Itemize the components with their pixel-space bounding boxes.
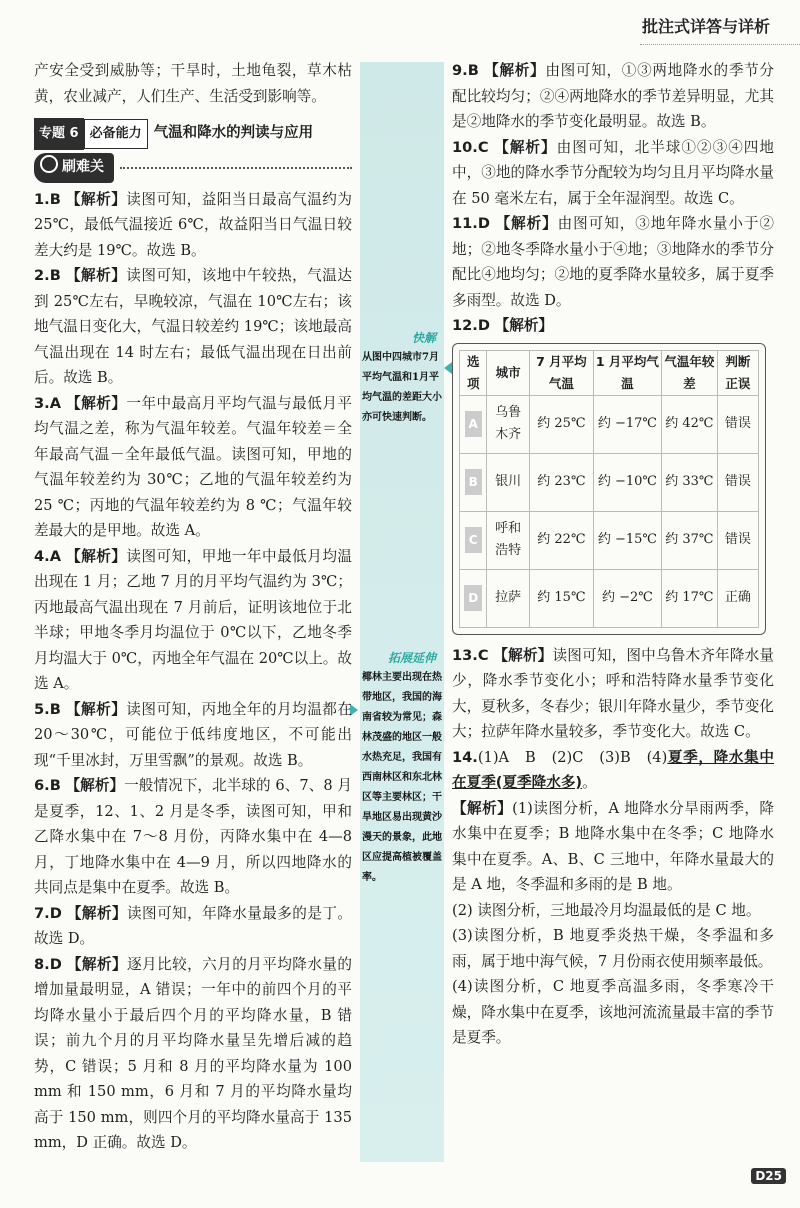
- brush-icon: [40, 155, 58, 173]
- answer-item: [34, 697, 352, 774]
- table-row: [460, 453, 759, 511]
- item-number: 3.: [34, 394, 50, 412]
- item-answer: (1)A B (2)C (3)B (4): [477, 748, 668, 766]
- item-number: 5.: [34, 700, 50, 718]
- option-badge: A: [465, 411, 482, 437]
- item-number: 1.: [34, 190, 50, 208]
- intro-text: 产安全受到威胁等；干旱时，土地龟裂，草木枯黄，农业减产，人们生产、生活受到影响等。: [34, 62, 352, 105]
- quick-solution-note: [362, 328, 442, 428]
- answer-item: [452, 745, 774, 796]
- item-answer: B: [467, 62, 479, 79]
- analysis-paragraph: (2) 读图分析，三地最冷月均温最低的是 C 地。: [452, 901, 761, 919]
- topic-heading: [34, 121, 352, 147]
- answer-end: 。: [582, 774, 597, 791]
- analysis-paragraph: (3)读图分析，B 地夏季炎热干燥，冬季温和多雨，属于地中海气候，7 月份雨衣使用频率最低。: [452, 927, 774, 970]
- table-cell: 错误: [717, 395, 758, 453]
- table-cell: 约 25℃: [529, 395, 593, 453]
- column-header: 选项: [460, 350, 487, 395]
- topic-sub-badge: 必备能力: [84, 119, 148, 149]
- header-rule: [640, 44, 800, 45]
- analysis-tag: 【解析】: [66, 394, 127, 412]
- item-answer: A: [49, 547, 61, 565]
- extension-note: [362, 648, 442, 888]
- table-cell: [460, 511, 487, 569]
- item-text: 一般情况下，北半球的 6、7、8 月是夏季，12、1、2 月是冬季，读图可知，甲和乙降水集中在 7～8 月份，丙降水集中在 4—8 月，丁地降水集中在 4—9 月，所以四地降水的共同点是集中在夏季。故选 B。: [34, 777, 352, 896]
- item-text: 逐月比较，六月的月平均降水量的增加量最明显，A 错误；一年中的前四个月的平均降水量小于最后四个月的平均降水量，B 错误；前九个月的月平均降水量呈先增后减的趋势，C 错误；5 月和 8 月的平均降水量为 100 mm 和 150 mm，6 月和 7 月的平均降水量均高于 150 mm，则四个月的平均降水量高于 135 mm，D 正确。故选 D。: [34, 955, 352, 1151]
- analysis-tag: 【解析】: [65, 190, 127, 208]
- answer-item: [34, 391, 352, 544]
- item-answer: D: [477, 215, 490, 232]
- quick-solution-title: 快解: [411, 331, 436, 345]
- side-note-column: [360, 62, 444, 1162]
- answer-item: [452, 643, 774, 745]
- table-cell: 约 −10℃: [593, 453, 661, 511]
- topic-badge: 专题 6: [34, 118, 84, 150]
- analysis-tag: 【解析】: [65, 267, 127, 284]
- item-answer: D: [477, 317, 490, 334]
- item-number: 4.: [34, 547, 50, 565]
- left-column: [34, 58, 352, 1156]
- item-text: 一年中最高月平均气温与最低月平均气温之差，称为气温年较差。气温年较差＝全年最高气温－全年最低气温。读图可知，甲地的气温年较差约为 30℃；乙地的气温年较差约为 25 ℃；丙地的气温年较差约为 8 ℃；气温年较差最大的是甲地。故选 A。: [34, 394, 352, 539]
- table-row: [460, 569, 759, 627]
- item-answer: B: [49, 267, 61, 284]
- item-number: 2.: [34, 267, 50, 284]
- answer-item: [34, 952, 352, 1156]
- item-text: (1)读图分析，A 地降水分旱雨两季，降水集中在夏季；B 地降水集中在冬季；C 地降水集中在夏季。A、B、C 三地中，年降水量最大的是 A 地，冬季温和多雨的是 B 地。: [452, 799, 774, 893]
- analysis-tag: 【解析】: [452, 799, 513, 817]
- item-number: 7.: [34, 904, 50, 922]
- underlined-answer: 中在夏季(夏季降水多): [452, 748, 774, 791]
- answer-item: [452, 135, 774, 212]
- table-cell: 约 −17℃: [593, 395, 661, 453]
- analysis-tag: 【解析】: [66, 955, 128, 973]
- table-cell: 约 42℃: [661, 395, 717, 453]
- item-text: 由图可知，③地年降水量小于②地；②地冬季降水量小于④地；③地降水的季节分配比④地均匀；②地的夏季降水量较多，属于夏季多雨型。故选 D。: [452, 215, 774, 309]
- extension-title: 拓展延伸: [387, 651, 436, 665]
- table-cell: 约 37℃: [661, 511, 717, 569]
- table-cell: 约 15℃: [529, 569, 593, 627]
- item-number: 12.: [452, 317, 478, 334]
- item-text: 读图可知，丙地全年的月均温都在 20～30℃，可能位于低纬度地区，不可能出现“千里冰封，万里雪飘”的景观。故选 B。: [34, 700, 352, 769]
- item-text: 读图可知，该地中午较热，气温达到 25℃左右，早晚较凉，气温在 10℃左右；该地气温日变化大，气温日较差约 19℃；该地最高气温出现在 14 时左右；最低气温出现在日出前后。故选 B。: [34, 267, 352, 386]
- table-cell: 约 23℃: [529, 453, 593, 511]
- table-cell: 乌鲁木齐: [487, 395, 529, 453]
- city-climate-table-frame: [452, 343, 766, 635]
- option-badge: C: [465, 527, 482, 553]
- item-answer: C: [477, 138, 489, 156]
- table-cell: 银川: [487, 453, 529, 511]
- column-header: 7 月平均气温: [529, 350, 593, 395]
- table-cell: 约 33℃: [661, 453, 717, 511]
- table-cell: 正确: [717, 569, 758, 627]
- item-answer: B: [49, 700, 61, 718]
- item-number: 6.: [34, 777, 50, 794]
- page-header: 批注式详答与详析: [641, 17, 770, 36]
- dotted-divider: [120, 167, 352, 169]
- table-row: [460, 511, 759, 569]
- item-text: 读图可知，甲地一年中最低月均温出现在 1 月；乙地 7 月的月平均气温约为 3℃；丙地最高气温出现在 7 月前后，证明该地位于北半球；甲地冬季月均温位于 0℃以下，乙地冬季月均温大于 0℃，丙地全年气温在 20℃以上。故选 A。: [34, 547, 352, 692]
- answer-item: [452, 58, 774, 135]
- right-column: [452, 58, 774, 1051]
- table-cell: 约 22℃: [529, 511, 593, 569]
- item-number: 14.: [452, 748, 478, 766]
- analysis-tag: 【解析】: [493, 646, 553, 664]
- item-number: 10.: [452, 138, 478, 156]
- option-badge: D: [464, 585, 482, 611]
- pointer-arrow-icon: [444, 362, 452, 374]
- table-cell: 约 −2℃: [593, 569, 661, 627]
- analysis-tag: 【解析】: [65, 700, 127, 718]
- item-answer: B: [49, 777, 61, 794]
- table-cell: 错误: [717, 453, 758, 511]
- table-cell: 错误: [717, 511, 758, 569]
- level-heading: [34, 153, 352, 183]
- analysis-tag: 【解析】: [65, 777, 125, 794]
- item-answer: A: [49, 394, 61, 412]
- column-header: 判断正误: [717, 350, 758, 395]
- column-header: 1 月平均气温: [593, 350, 661, 395]
- item-number: 8.: [34, 955, 50, 973]
- table-cell: 约 17℃: [661, 569, 717, 627]
- item-text: 读图可知，图中乌鲁木齐年降水量少，降水季节变化小；呼和浩特降水量季节变化大，夏秋多，冬春少；银川年降水量少，季节变化大；拉萨年降水量较多，季节变化大。故选 C。: [452, 646, 774, 740]
- item-number: 13.: [452, 646, 478, 664]
- table-cell: 约 −15℃: [593, 511, 661, 569]
- underlined-answer: 夏季，降水集: [667, 748, 760, 766]
- item-answer: D: [49, 955, 62, 973]
- item-answer: B: [49, 190, 61, 208]
- analysis-tag: 【解析】: [484, 62, 546, 79]
- extension-text: 椰林主要出现在热带地区，我国的海南省较为常见；森林茂盛的地区一般水热充足，我国有西南林区和东北林区等主要林区；干旱地区易出现黄沙漫天的景象，此地区应提高植被覆盖率。: [362, 672, 442, 883]
- analysis-paragraph: [452, 796, 774, 898]
- analysis-tag: 【解析】: [66, 547, 127, 565]
- city-climate-table: [459, 350, 759, 628]
- level-badge: [34, 153, 114, 183]
- analysis-tag: 【解析】: [495, 215, 558, 232]
- table-cell: [460, 453, 487, 511]
- answer-item: [452, 211, 774, 313]
- item-text: 读图可知，年降水量最多的是丁。故选 D。: [34, 904, 352, 947]
- table-cell: 呼和浩特: [487, 511, 529, 569]
- item-number: 9.: [452, 62, 468, 79]
- answer-item: [34, 773, 352, 901]
- analysis-paragraph: (4)读图分析，C 地夏季高温多雨，冬季寒冷干燥，降水集中在夏季，该地河流流量最丰富的季节是夏季。: [452, 978, 774, 1046]
- item-text: 读图可知，益阳当日最高气温约为25℃，最低气温接近 6℃，故益阳当日气温日较差大约是 19℃。故选 B。: [34, 190, 352, 259]
- answer-item: [34, 901, 352, 952]
- answer-item: [34, 187, 352, 264]
- topic-title: 气温和降水的判读与应用: [153, 125, 314, 142]
- answer-item: [34, 263, 352, 391]
- table-row: [460, 395, 759, 453]
- option-badge: B: [465, 469, 482, 495]
- level-label: 刷难关: [62, 159, 104, 175]
- table-cell: [460, 395, 487, 453]
- item-answer: D: [49, 904, 62, 922]
- item-answer: C: [477, 646, 489, 664]
- column-header: 气温年较差: [661, 350, 717, 395]
- quick-solution-text: 从图中四城市7月平均气温和1月平均气温的差距大小亦可快速判断。: [362, 352, 442, 423]
- page-number: D25: [751, 1168, 786, 1184]
- column-header: 城市: [487, 350, 529, 395]
- table-cell: [460, 569, 487, 627]
- table-cell: 拉萨: [487, 569, 529, 627]
- analysis-tag: 【解析】: [66, 904, 128, 922]
- table-header-row: [460, 350, 759, 395]
- item-text: 由图可知，北半球①②③④四地中，③地的降水季节分配较为均匀且月平均降水量在 50 毫米左右，属于全年湿润型。故选 C。: [452, 138, 774, 207]
- analysis-tag: 【解析】: [494, 138, 557, 156]
- analysis-tag: 【解析】: [494, 317, 554, 334]
- item-number: 11.: [452, 215, 478, 232]
- item-text: 由图可知，①③两地降水的季节分配比较均匀；②④两地降水的季节差异明显，尤其是②地降水的季节变化最明显。故选 B。: [452, 62, 774, 130]
- answer-item: [34, 544, 352, 697]
- answer-item: [452, 313, 774, 339]
